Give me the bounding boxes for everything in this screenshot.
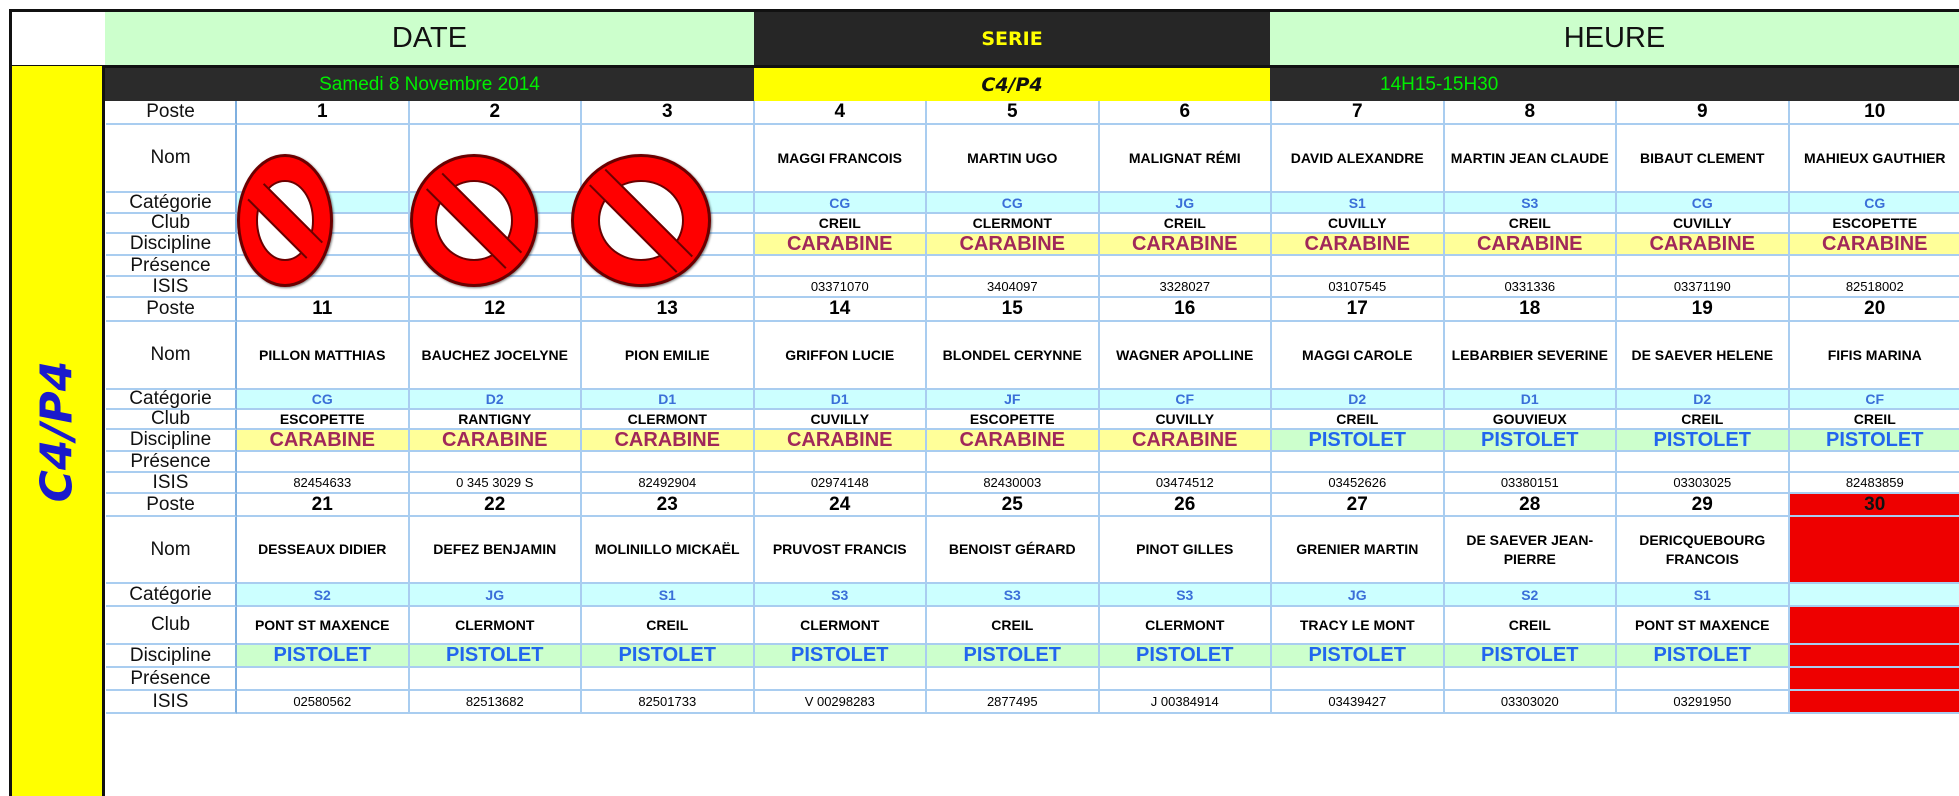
shooter-discipline: PISTOLET: [1790, 430, 1959, 452]
shooter-name: MARTIN UGO: [927, 125, 1100, 193]
poste-number: 26: [1100, 494, 1273, 517]
shooter-category: S3: [1100, 584, 1273, 607]
presence-check[interactable]: [1790, 668, 1959, 691]
shooter-discipline: PISTOLET: [1272, 430, 1445, 452]
shooter-discipline: CARABINE: [1100, 430, 1273, 452]
shooter-club: CREIL: [582, 607, 755, 645]
shooter-club: ESCOPETTE: [1790, 214, 1959, 234]
shooter-category: CF: [1790, 390, 1959, 410]
presence-check[interactable]: [927, 452, 1100, 473]
poste-number: 2: [410, 101, 583, 125]
row-label-presence: Présence: [106, 452, 237, 473]
heure-title: HEURE: [1270, 9, 1959, 68]
isis-number: 82492904: [582, 473, 755, 494]
row-label-nom: Nom: [106, 517, 237, 584]
shooter-club: PONT ST MAXENCE: [237, 607, 410, 645]
shooter-discipline: CARABINE: [582, 430, 755, 452]
presence-check[interactable]: [1790, 452, 1959, 473]
shooter-name: MOLINILLO MICKAËL: [582, 517, 755, 584]
shooter-category: D1: [582, 390, 755, 410]
shooter-discipline: PISTOLET: [1445, 645, 1618, 668]
row-label-discipline: Discipline: [106, 430, 237, 452]
shooter-category: D2: [1272, 390, 1445, 410]
isis-number: 03474512: [1100, 473, 1273, 494]
shooter-discipline: CARABINE: [1617, 234, 1790, 256]
row-label-nom: Nom: [106, 322, 237, 390]
row-label-discipline: Discipline: [106, 234, 237, 256]
header-corner: [9, 9, 108, 68]
presence-check[interactable]: [410, 668, 583, 691]
no-entry-icon: [571, 154, 711, 287]
shooter-name: DE SAEVER HELENE: [1617, 322, 1790, 390]
poste-number: 22: [410, 494, 583, 517]
shooter-category: S3: [755, 584, 928, 607]
shooter-club: [1790, 607, 1959, 645]
shooter-club: CUVILLY: [1100, 410, 1273, 430]
poste-number: 15: [927, 298, 1100, 322]
isis-number: J 00384914: [1100, 691, 1273, 714]
isis-number: 82501733: [582, 691, 755, 714]
shooter-category: CG: [755, 193, 928, 214]
shooter-discipline: PISTOLET: [1617, 645, 1790, 668]
presence-check[interactable]: [1100, 452, 1273, 473]
poste-number: 7: [1272, 101, 1445, 125]
row-label-categorie: Catégorie: [106, 584, 237, 607]
shooter-club: CUVILLY: [1617, 214, 1790, 234]
shooter-club: CLERMONT: [927, 214, 1100, 234]
presence-check[interactable]: [1617, 452, 1790, 473]
shooter-name: MAGGI FRANCOIS: [755, 125, 928, 193]
row-label-club: Club: [106, 607, 237, 645]
poste-number: 21: [237, 494, 410, 517]
isis-number: 03371190: [1617, 277, 1790, 298]
presence-check[interactable]: [237, 452, 410, 473]
isis-number: 03303020: [1445, 691, 1618, 714]
isis-number: V 00298283: [755, 691, 928, 714]
shooter-category: S1: [1272, 193, 1445, 214]
isis-number: 82430003: [927, 473, 1100, 494]
shooter-club: CUVILLY: [755, 410, 928, 430]
date-value: Samedi 8 Novembre 2014: [105, 68, 754, 101]
shooter-category: CF: [1100, 390, 1273, 410]
isis-number: 03452626: [1272, 473, 1445, 494]
shooter-discipline: CARABINE: [755, 430, 928, 452]
presence-check[interactable]: [582, 668, 755, 691]
shooter-name: DE SAEVER JEAN-PIERRE: [1445, 517, 1618, 584]
poste-number: 12: [410, 298, 583, 322]
presence-check[interactable]: [927, 256, 1100, 277]
shooter-category: S2: [237, 584, 410, 607]
row-label-categorie: Catégorie: [106, 390, 237, 410]
shooter-discipline: PISTOLET: [1445, 430, 1618, 452]
poste-number: 23: [582, 494, 755, 517]
shooter-club: CLERMONT: [755, 607, 928, 645]
shooter-club: GOUVIEUX: [1445, 410, 1618, 430]
shooter-club: CREIL: [755, 214, 928, 234]
row-label-poste: Poste: [106, 101, 237, 125]
isis-number: 02974148: [755, 473, 928, 494]
presence-check[interactable]: [1617, 256, 1790, 277]
shooter-club: CREIL: [1617, 410, 1790, 430]
presence-check[interactable]: [582, 452, 755, 473]
row-label-club: Club: [106, 410, 237, 430]
row-label-isis: ISIS: [106, 473, 237, 494]
shooter-name: BLONDEL CERYNNE: [927, 322, 1100, 390]
shooter-club: CLERMONT: [582, 410, 755, 430]
presence-check[interactable]: [927, 668, 1100, 691]
poste-number: 3: [582, 101, 755, 125]
presence-check[interactable]: [755, 452, 928, 473]
shooter-club: CLERMONT: [410, 607, 583, 645]
row-label-presence: Présence: [106, 256, 237, 277]
poste-number: 4: [755, 101, 928, 125]
shooter-discipline: PISTOLET: [237, 645, 410, 668]
isis-number: [1790, 691, 1959, 714]
presence-check[interactable]: [755, 256, 928, 277]
presence-check[interactable]: [1100, 668, 1273, 691]
poste-number: 16: [1100, 298, 1273, 322]
serie-value: C4/P4: [754, 68, 1270, 101]
presence-check[interactable]: [1790, 256, 1959, 277]
shooter-discipline: PISTOLET: [582, 645, 755, 668]
row-label-categorie: Catégorie: [106, 193, 237, 214]
shooter-category: JG: [1272, 584, 1445, 607]
shooter-discipline: CARABINE: [410, 430, 583, 452]
shooter-category: D2: [410, 390, 583, 410]
shooter-club: CREIL: [1445, 214, 1618, 234]
shooter-category: [1790, 584, 1959, 607]
shooter-discipline: CARABINE: [1100, 234, 1273, 256]
shooter-club: CREIL: [1100, 214, 1273, 234]
presence-check[interactable]: [410, 452, 583, 473]
shooter-category: CG: [237, 390, 410, 410]
poste-number: 14: [755, 298, 928, 322]
isis-number: 03439427: [1272, 691, 1445, 714]
shooter-club: CUVILLY: [1272, 214, 1445, 234]
isis-number: 3404097: [927, 277, 1100, 298]
poste-number: 10: [1790, 101, 1959, 125]
shooter-name: PRUVOST FRANCIS: [755, 517, 928, 584]
shooter-name: MALIGNAT RÉMI: [1100, 125, 1273, 193]
shooter-name: GRENIER MARTIN: [1272, 517, 1445, 584]
shooter-name: [1790, 517, 1959, 584]
presence-check[interactable]: [1445, 256, 1618, 277]
shooter-category: D1: [1445, 390, 1618, 410]
shooter-discipline: PISTOLET: [1100, 645, 1273, 668]
shooter-category: CG: [927, 193, 1100, 214]
shooter-club: ESCOPETTE: [237, 410, 410, 430]
shooter-name: PION EMILIE: [582, 322, 755, 390]
shooter-name: MAHIEUX GAUTHIER: [1790, 125, 1959, 193]
poste-number: 18: [1445, 298, 1618, 322]
shooter-club: CREIL: [927, 607, 1100, 645]
shooter-club: TRACY LE MONT: [1272, 607, 1445, 645]
shooter-name: LEBARBIER SEVERINE: [1445, 322, 1618, 390]
poste-number: 29: [1617, 494, 1790, 517]
shooter-discipline: CARABINE: [1272, 234, 1445, 256]
presence-check[interactable]: [1272, 452, 1445, 473]
shooter-discipline: CARABINE: [1790, 234, 1959, 256]
shooter-discipline: PISTOLET: [755, 645, 928, 668]
shooter-club: PONT ST MAXENCE: [1617, 607, 1790, 645]
shooter-category: S3: [927, 584, 1100, 607]
shooter-discipline: CARABINE: [927, 430, 1100, 452]
shooter-category: D1: [755, 390, 928, 410]
shooter-category: S3: [1445, 193, 1618, 214]
shooter-club: CREIL: [1272, 410, 1445, 430]
row-label-discipline: Discipline: [106, 645, 237, 668]
shooter-discipline: PISTOLET: [1617, 430, 1790, 452]
poste-number: 27: [1272, 494, 1445, 517]
row-label-presence: Présence: [106, 668, 237, 691]
row-label-nom: Nom: [106, 125, 237, 193]
shooter-club: CREIL: [1790, 410, 1959, 430]
serie-title: SERIE: [754, 9, 1273, 68]
series-side-text: C4/P4: [31, 360, 83, 502]
date-title: DATE: [105, 9, 757, 68]
isis-number: 03291950: [1617, 691, 1790, 714]
shooter-category: JG: [410, 584, 583, 607]
poste-number: 5: [927, 101, 1100, 125]
poste-number: 1: [237, 101, 410, 125]
shooter-name: DAVID ALEXANDRE: [1272, 125, 1445, 193]
poste-number: 17: [1272, 298, 1445, 322]
presence-check[interactable]: [1272, 668, 1445, 691]
row-label-club: Club: [106, 214, 237, 234]
presence-check[interactable]: [1272, 256, 1445, 277]
shooter-category: S1: [1617, 584, 1790, 607]
shooter-name: WAGNER APOLLINE: [1100, 322, 1273, 390]
isis-number: 03380151: [1445, 473, 1618, 494]
shooter-discipline: CARABINE: [1445, 234, 1618, 256]
shooter-discipline: CARABINE: [237, 430, 410, 452]
shooter-category: S1: [582, 584, 755, 607]
presence-check[interactable]: [1445, 668, 1618, 691]
row-label-poste: Poste: [106, 298, 237, 322]
shooter-name: MAGGI CAROLE: [1272, 322, 1445, 390]
isis-number: 0 345 3029 S: [410, 473, 583, 494]
isis-number: 03371070: [755, 277, 928, 298]
presence-check[interactable]: [1445, 452, 1618, 473]
shooter-name: PILLON MATTHIAS: [237, 322, 410, 390]
isis-number: 82483859: [1790, 473, 1959, 494]
poste-number: 9: [1617, 101, 1790, 125]
poste-number: 24: [755, 494, 928, 517]
isis-number: 03303025: [1617, 473, 1790, 494]
poste-number: 8: [1445, 101, 1618, 125]
row-label-poste: Poste: [106, 494, 237, 517]
poste-number: 30: [1790, 494, 1959, 517]
shooter-name: MARTIN JEAN CLAUDE: [1445, 125, 1618, 193]
shooter-grid: [106, 101, 1959, 714]
shooter-category: CG: [1790, 193, 1959, 214]
shooter-category: D2: [1617, 390, 1790, 410]
shooter-name: BAUCHEZ JOCELYNE: [410, 322, 583, 390]
shooter-category: S2: [1445, 584, 1618, 607]
isis-number: 82513682: [410, 691, 583, 714]
shooter-category: CG: [1617, 193, 1790, 214]
shooter-name: GRIFFON LUCIE: [755, 322, 928, 390]
shooter-category: JF: [927, 390, 1100, 410]
presence-check[interactable]: [1617, 668, 1790, 691]
heure-value: 14H15-15H30: [1270, 68, 1959, 101]
poste-number: 25: [927, 494, 1100, 517]
shooter-club: RANTIGNY: [410, 410, 583, 430]
shooter-club: ESCOPETTE: [927, 410, 1100, 430]
poste-number: 6: [1100, 101, 1273, 125]
isis-number: 03107545: [1272, 277, 1445, 298]
poste-number: 13: [582, 298, 755, 322]
no-entry-icon: [237, 154, 333, 287]
shooter-name: FIFIS MARINA: [1790, 322, 1959, 390]
shooter-discipline: CARABINE: [755, 234, 928, 256]
isis-number: 2877495: [927, 691, 1100, 714]
poste-number: 28: [1445, 494, 1618, 517]
poste-number: 19: [1617, 298, 1790, 322]
poste-number: 11: [237, 298, 410, 322]
shooter-name: BIBAUT CLEMENT: [1617, 125, 1790, 193]
shooter-discipline: [1790, 645, 1959, 668]
shooter-name: DESSEAUX DIDIER: [237, 517, 410, 584]
shooter-discipline: PISTOLET: [410, 645, 583, 668]
presence-check[interactable]: [237, 668, 410, 691]
isis-number: 82518002: [1790, 277, 1959, 298]
isis-number: 0331336: [1445, 277, 1618, 298]
shooter-category: JG: [1100, 193, 1273, 214]
presence-check[interactable]: [1100, 256, 1273, 277]
isis-number: 02580562: [237, 691, 410, 714]
poste-number: 20: [1790, 298, 1959, 322]
isis-number: 82454633: [237, 473, 410, 494]
shooter-name: PINOT GILLES: [1100, 517, 1273, 584]
isis-number: 3328027: [1100, 277, 1273, 298]
shooter-discipline: CARABINE: [927, 234, 1100, 256]
shooter-club: CLERMONT: [1100, 607, 1273, 645]
shooter-name: DEFEZ BENJAMIN: [410, 517, 583, 584]
shooter-name: DERICQUEBOURG FRANCOIS: [1617, 517, 1790, 584]
row-label-isis: ISIS: [106, 691, 237, 714]
no-entry-icon: [410, 154, 538, 287]
series-side-label: [9, 66, 105, 796]
shooter-club: CREIL: [1445, 607, 1618, 645]
presence-check[interactable]: [755, 668, 928, 691]
shooter-discipline: PISTOLET: [1272, 645, 1445, 668]
shooter-name: BENOIST GÉRARD: [927, 517, 1100, 584]
row-label-isis: ISIS: [106, 277, 237, 298]
shooter-discipline: PISTOLET: [927, 645, 1100, 668]
